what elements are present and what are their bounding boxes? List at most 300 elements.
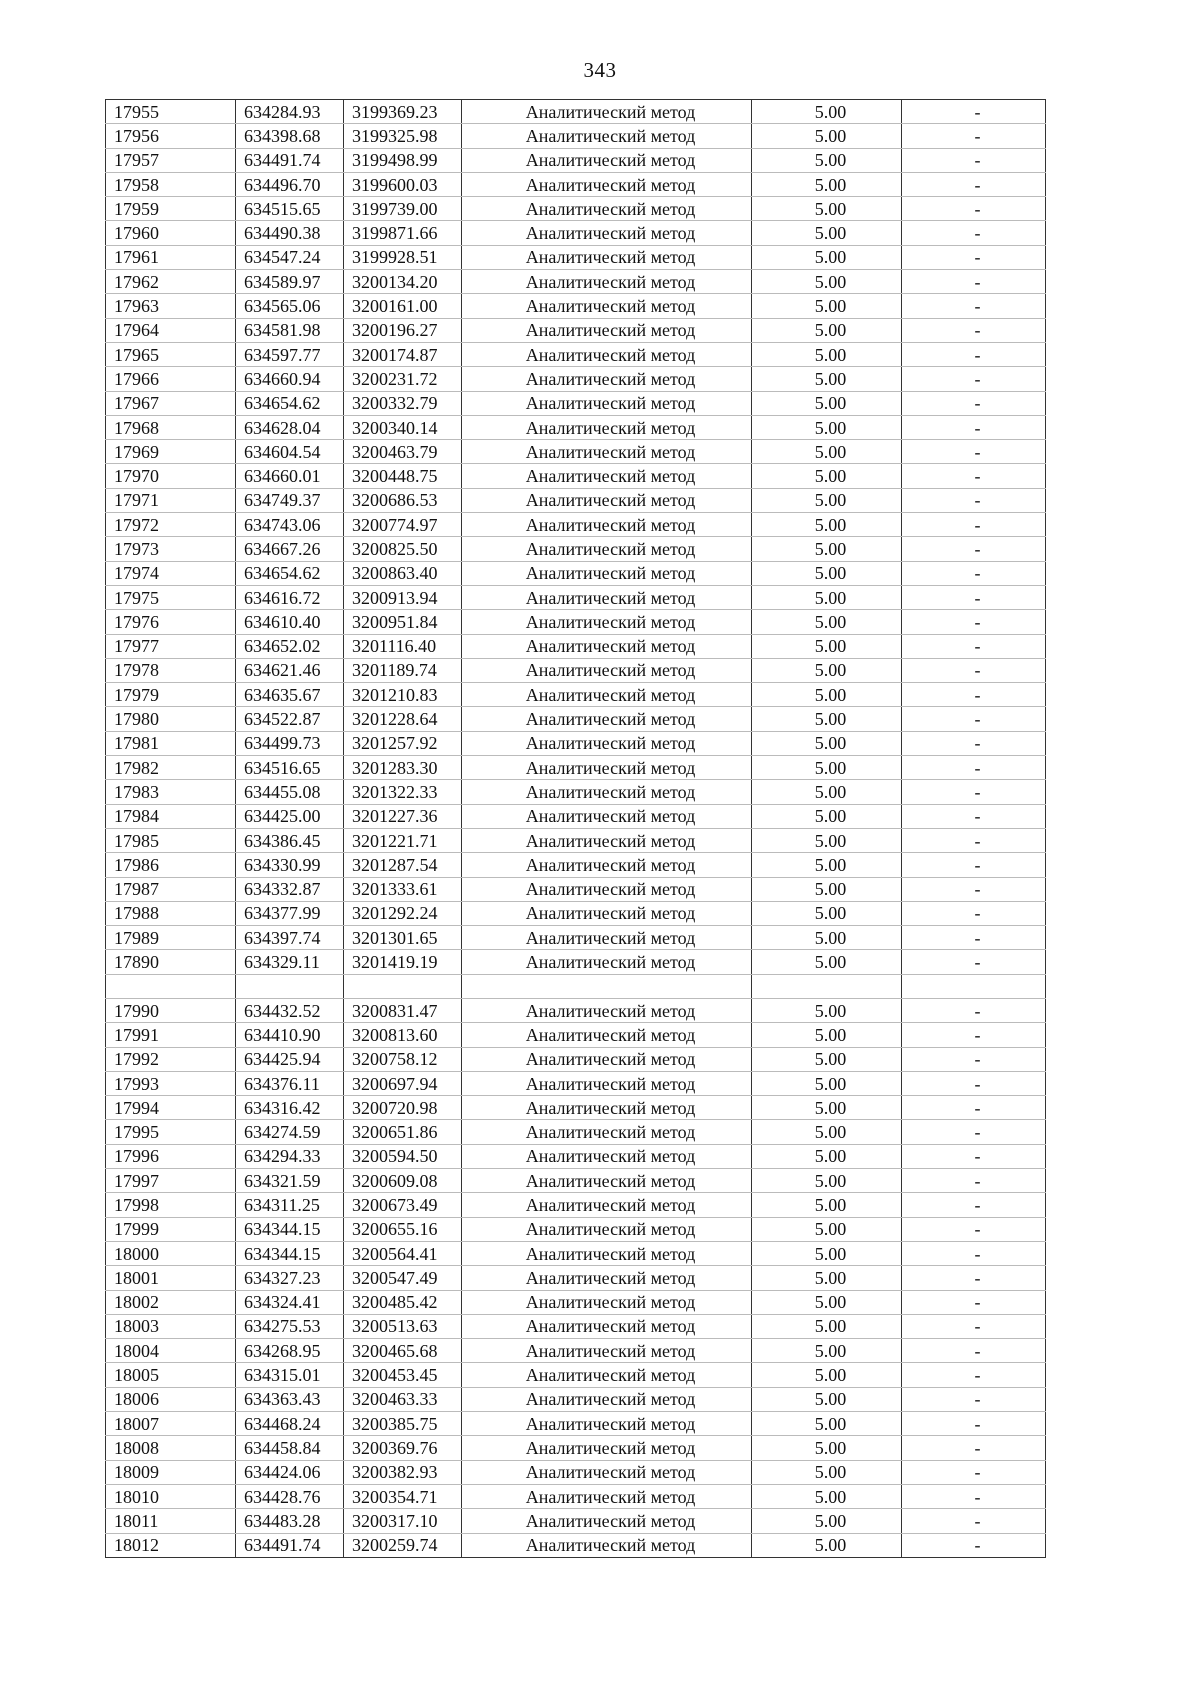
accuracy-cell: 5.00 [752, 1047, 902, 1071]
note-cell: - [902, 658, 1046, 682]
point-id-cell: 17956 [106, 124, 236, 148]
x-coordinate-cell: 634589.97 [236, 270, 344, 294]
note-cell: - [902, 318, 1046, 342]
accuracy-cell: 5.00 [752, 1266, 902, 1290]
y-coordinate-cell: 3200831.47 [344, 998, 462, 1022]
method-cell: Аналитический метод [462, 707, 752, 731]
accuracy-cell: 5.00 [752, 1314, 902, 1338]
note-cell: - [902, 464, 1046, 488]
y-coordinate-cell: 3200317.10 [344, 1509, 462, 1533]
method-cell: Аналитический метод [462, 1120, 752, 1144]
note-cell: - [902, 1314, 1046, 1338]
y-coordinate-cell: 3200547.49 [344, 1266, 462, 1290]
note-cell: - [902, 853, 1046, 877]
y-coordinate-cell: 3200686.53 [344, 488, 462, 512]
note-cell: - [902, 1339, 1046, 1363]
method-cell: Аналитический метод [462, 1169, 752, 1193]
method-cell: Аналитический метод [462, 100, 752, 124]
table-row [106, 245, 1046, 269]
x-coordinate-cell: 634490.38 [236, 221, 344, 245]
x-coordinate-cell: 634654.62 [236, 561, 344, 585]
note-cell: - [902, 415, 1046, 439]
accuracy-cell: 5.00 [752, 610, 902, 634]
table-row [106, 683, 1046, 707]
table-row [106, 756, 1046, 780]
point-id-cell: 18006 [106, 1387, 236, 1411]
accuracy-cell: 5.00 [752, 1484, 902, 1508]
note-cell: - [902, 1460, 1046, 1484]
accuracy-cell: 5.00 [752, 561, 902, 585]
y-coordinate-cell: 3200385.75 [344, 1412, 462, 1436]
accuracy-cell: 5.00 [752, 1533, 902, 1557]
method-cell: Аналитический метод [462, 124, 752, 148]
method-cell: Аналитический метод [462, 415, 752, 439]
method-cell: Аналитический метод [462, 464, 752, 488]
point-id-cell: 17958 [106, 172, 236, 196]
method-cell: Аналитический метод [462, 950, 752, 974]
accuracy-cell: 5.00 [752, 828, 902, 852]
table-row [106, 197, 1046, 221]
method-cell: Аналитический метод [462, 440, 752, 464]
accuracy-cell: 5.00 [752, 1144, 902, 1168]
note-cell: - [902, 707, 1046, 731]
point-id-cell [106, 974, 236, 998]
x-coordinate-cell: 634654.62 [236, 391, 344, 415]
method-cell: Аналитический метод [462, 828, 752, 852]
y-coordinate-cell: 3201257.92 [344, 731, 462, 755]
accuracy-cell: 5.00 [752, 342, 902, 366]
method-cell: Аналитический метод [462, 1314, 752, 1338]
method-cell: Аналитический метод [462, 1387, 752, 1411]
method-cell: Аналитический метод [462, 853, 752, 877]
point-id-cell: 17962 [106, 270, 236, 294]
accuracy-cell: 5.00 [752, 440, 902, 464]
note-cell: - [902, 100, 1046, 124]
y-coordinate-cell: 3200134.20 [344, 270, 462, 294]
accuracy-cell: 5.00 [752, 1071, 902, 1095]
accuracy-cell: 5.00 [752, 683, 902, 707]
x-coordinate-cell: 634604.54 [236, 440, 344, 464]
accuracy-cell: 5.00 [752, 148, 902, 172]
x-coordinate-cell: 634635.67 [236, 683, 344, 707]
x-coordinate-cell: 634516.65 [236, 756, 344, 780]
method-cell: Аналитический метод [462, 1484, 752, 1508]
table-row [106, 367, 1046, 391]
accuracy-cell: 5.00 [752, 1120, 902, 1144]
method-cell: Аналитический метод [462, 488, 752, 512]
x-coordinate-cell: 634597.77 [236, 342, 344, 366]
x-coordinate-cell: 634515.65 [236, 197, 344, 221]
table-row [106, 634, 1046, 658]
coordinates-table-body [106, 100, 1046, 1558]
note-cell: - [902, 488, 1046, 512]
method-cell: Аналитический метод [462, 148, 752, 172]
x-coordinate-cell: 634376.11 [236, 1071, 344, 1095]
x-coordinate-cell: 634324.41 [236, 1290, 344, 1314]
accuracy-cell: 5.00 [752, 100, 902, 124]
point-id-cell: 17989 [106, 926, 236, 950]
table-row [106, 1314, 1046, 1338]
point-id-cell: 17994 [106, 1096, 236, 1120]
accuracy-cell: 5.00 [752, 585, 902, 609]
x-coordinate-cell: 634743.06 [236, 513, 344, 537]
x-coordinate-cell: 634621.46 [236, 658, 344, 682]
x-coordinate-cell: 634547.24 [236, 245, 344, 269]
accuracy-cell: 5.00 [752, 756, 902, 780]
table-row [106, 828, 1046, 852]
method-cell: Аналитический метод [462, 780, 752, 804]
accuracy-cell: 5.00 [752, 853, 902, 877]
note-cell: - [902, 148, 1046, 172]
method-cell: Аналитический метод [462, 1436, 752, 1460]
x-coordinate-cell: 634652.02 [236, 634, 344, 658]
point-id-cell: 18010 [106, 1484, 236, 1508]
note-cell: - [902, 585, 1046, 609]
y-coordinate-cell: 3199498.99 [344, 148, 462, 172]
method-cell: Аналитический метод [462, 1193, 752, 1217]
y-coordinate-cell [344, 974, 462, 998]
note-cell: - [902, 1266, 1046, 1290]
x-coordinate-cell: 634610.40 [236, 610, 344, 634]
table-row [106, 1363, 1046, 1387]
accuracy-cell: 5.00 [752, 1412, 902, 1436]
table-row [106, 1047, 1046, 1071]
y-coordinate-cell: 3200485.42 [344, 1290, 462, 1314]
table-row [106, 440, 1046, 464]
note-cell: - [902, 1363, 1046, 1387]
point-id-cell: 17997 [106, 1169, 236, 1193]
y-coordinate-cell: 3200609.08 [344, 1169, 462, 1193]
y-coordinate-cell: 3200651.86 [344, 1120, 462, 1144]
y-coordinate-cell: 3201221.71 [344, 828, 462, 852]
table-row [106, 658, 1046, 682]
note-cell: - [902, 1436, 1046, 1460]
note-cell: - [902, 1290, 1046, 1314]
y-coordinate-cell: 3199369.23 [344, 100, 462, 124]
table-row [106, 172, 1046, 196]
table-row [106, 124, 1046, 148]
point-id-cell: 17977 [106, 634, 236, 658]
y-coordinate-cell: 3201333.61 [344, 877, 462, 901]
accuracy-cell: 5.00 [752, 294, 902, 318]
table-row [106, 1339, 1046, 1363]
method-cell: Аналитический метод [462, 634, 752, 658]
point-id-cell: 17993 [106, 1071, 236, 1095]
accuracy-cell: 5.00 [752, 513, 902, 537]
accuracy-cell: 5.00 [752, 998, 902, 1022]
point-id-cell: 17987 [106, 877, 236, 901]
table-row [106, 464, 1046, 488]
x-coordinate-cell: 634749.37 [236, 488, 344, 512]
note-cell: - [902, 804, 1046, 828]
x-coordinate-cell: 634316.42 [236, 1096, 344, 1120]
point-id-cell: 17988 [106, 901, 236, 925]
accuracy-cell: 5.00 [752, 1096, 902, 1120]
method-cell: Аналитический метод [462, 318, 752, 342]
accuracy-cell: 5.00 [752, 172, 902, 196]
method-cell: Аналитический метод [462, 513, 752, 537]
table-row [106, 415, 1046, 439]
accuracy-cell: 5.00 [752, 197, 902, 221]
method-cell: Аналитический метод [462, 342, 752, 366]
point-id-cell: 17955 [106, 100, 236, 124]
accuracy-cell: 5.00 [752, 537, 902, 561]
note-cell: - [902, 1144, 1046, 1168]
x-coordinate-cell: 634410.90 [236, 1023, 344, 1047]
point-id-cell: 17976 [106, 610, 236, 634]
x-coordinate-cell: 634522.87 [236, 707, 344, 731]
method-cell: Аналитический метод [462, 1363, 752, 1387]
method-cell: Аналитический метод [462, 1047, 752, 1071]
note-cell: - [902, 513, 1046, 537]
point-id-cell: 18003 [106, 1314, 236, 1338]
note-cell: - [902, 731, 1046, 755]
table-row [106, 707, 1046, 731]
note-cell: - [902, 1169, 1046, 1193]
table-row [106, 1096, 1046, 1120]
x-coordinate-cell: 634424.06 [236, 1460, 344, 1484]
point-id-cell: 17982 [106, 756, 236, 780]
accuracy-cell: 5.00 [752, 221, 902, 245]
accuracy-cell: 5.00 [752, 731, 902, 755]
table-row [106, 1217, 1046, 1241]
x-coordinate-cell: 634660.01 [236, 464, 344, 488]
method-cell: Аналитический метод [462, 294, 752, 318]
x-coordinate-cell: 634455.08 [236, 780, 344, 804]
point-id-cell: 17978 [106, 658, 236, 682]
x-coordinate-cell: 634398.68 [236, 124, 344, 148]
point-id-cell: 17961 [106, 245, 236, 269]
table-row [106, 1533, 1046, 1557]
method-cell: Аналитический метод [462, 561, 752, 585]
table-row [106, 1071, 1046, 1095]
method-cell: Аналитический метод [462, 877, 752, 901]
note-cell: - [902, 950, 1046, 974]
y-coordinate-cell: 3201292.24 [344, 901, 462, 925]
note-cell: - [902, 245, 1046, 269]
point-id-cell: 17966 [106, 367, 236, 391]
note-cell: - [902, 901, 1046, 925]
accuracy-cell: 5.00 [752, 1023, 902, 1047]
accuracy-cell: 5.00 [752, 1290, 902, 1314]
y-coordinate-cell: 3200774.97 [344, 513, 462, 537]
method-cell: Аналитический метод [462, 756, 752, 780]
note-cell: - [902, 1241, 1046, 1265]
table-row [106, 342, 1046, 366]
table-row [106, 1023, 1046, 1047]
note-cell: - [902, 1071, 1046, 1095]
table-row-blank [106, 974, 1046, 998]
point-id-cell: 17979 [106, 683, 236, 707]
x-coordinate-cell: 634581.98 [236, 318, 344, 342]
accuracy-cell: 5.00 [752, 1169, 902, 1193]
y-coordinate-cell: 3201283.30 [344, 756, 462, 780]
note-cell: - [902, 1484, 1046, 1508]
x-coordinate-cell: 634386.45 [236, 828, 344, 852]
x-coordinate-cell: 634660.94 [236, 367, 344, 391]
method-cell: Аналитический метод [462, 197, 752, 221]
y-coordinate-cell: 3201116.40 [344, 634, 462, 658]
y-coordinate-cell: 3200863.40 [344, 561, 462, 585]
method-cell [462, 974, 752, 998]
accuracy-cell: 5.00 [752, 877, 902, 901]
x-coordinate-cell: 634496.70 [236, 172, 344, 196]
accuracy-cell: 5.00 [752, 1339, 902, 1363]
method-cell: Аналитический метод [462, 998, 752, 1022]
accuracy-cell: 5.00 [752, 245, 902, 269]
method-cell: Аналитический метод [462, 731, 752, 755]
x-coordinate-cell: 634458.84 [236, 1436, 344, 1460]
point-id-cell: 17986 [106, 853, 236, 877]
point-id-cell: 17992 [106, 1047, 236, 1071]
method-cell: Аналитический метод [462, 1217, 752, 1241]
x-coordinate-cell: 634363.43 [236, 1387, 344, 1411]
note-cell: - [902, 1387, 1046, 1411]
point-id-cell: 18000 [106, 1241, 236, 1265]
method-cell: Аналитический метод [462, 367, 752, 391]
note-cell: - [902, 342, 1046, 366]
point-id-cell: 17970 [106, 464, 236, 488]
table-row [106, 294, 1046, 318]
point-id-cell: 18004 [106, 1339, 236, 1363]
accuracy-cell: 5.00 [752, 1387, 902, 1411]
table-row [106, 804, 1046, 828]
y-coordinate-cell: 3199600.03 [344, 172, 462, 196]
x-coordinate-cell: 634483.28 [236, 1509, 344, 1533]
table-row [106, 1193, 1046, 1217]
point-id-cell: 18001 [106, 1266, 236, 1290]
y-coordinate-cell: 3200465.68 [344, 1339, 462, 1363]
x-coordinate-cell: 634344.15 [236, 1217, 344, 1241]
point-id-cell: 17964 [106, 318, 236, 342]
point-id-cell: 17972 [106, 513, 236, 537]
x-coordinate-cell: 634628.04 [236, 415, 344, 439]
method-cell: Аналитический метод [462, 926, 752, 950]
point-id-cell: 17981 [106, 731, 236, 755]
y-coordinate-cell: 3199325.98 [344, 124, 462, 148]
method-cell: Аналитический метод [462, 245, 752, 269]
accuracy-cell: 5.00 [752, 488, 902, 512]
method-cell: Аналитический метод [462, 1266, 752, 1290]
y-coordinate-cell: 3200564.41 [344, 1241, 462, 1265]
note-cell: - [902, 1023, 1046, 1047]
accuracy-cell: 5.00 [752, 270, 902, 294]
point-id-cell: 17999 [106, 1217, 236, 1241]
point-id-cell: 17995 [106, 1120, 236, 1144]
accuracy-cell [752, 974, 902, 998]
y-coordinate-cell: 3200161.00 [344, 294, 462, 318]
method-cell: Аналитический метод [462, 391, 752, 415]
table-row [106, 1120, 1046, 1144]
x-coordinate-cell: 634428.76 [236, 1484, 344, 1508]
point-id-cell: 17960 [106, 221, 236, 245]
accuracy-cell: 5.00 [752, 464, 902, 488]
x-coordinate-cell: 634274.59 [236, 1120, 344, 1144]
method-cell: Аналитический метод [462, 1412, 752, 1436]
accuracy-cell: 5.00 [752, 707, 902, 731]
y-coordinate-cell: 3200340.14 [344, 415, 462, 439]
point-id-cell: 17984 [106, 804, 236, 828]
table-row [106, 1412, 1046, 1436]
table-row [106, 1144, 1046, 1168]
point-id-cell: 17968 [106, 415, 236, 439]
point-id-cell: 17980 [106, 707, 236, 731]
point-id-cell: 17998 [106, 1193, 236, 1217]
y-coordinate-cell: 3200913.94 [344, 585, 462, 609]
point-id-cell: 17975 [106, 585, 236, 609]
y-coordinate-cell: 3200697.94 [344, 1071, 462, 1095]
table-row [106, 1509, 1046, 1533]
table-row [106, 537, 1046, 561]
table-row [106, 950, 1046, 974]
method-cell: Аналитический метод [462, 537, 752, 561]
note-cell: - [902, 561, 1046, 585]
y-coordinate-cell: 3200453.45 [344, 1363, 462, 1387]
accuracy-cell: 5.00 [752, 367, 902, 391]
y-coordinate-cell: 3200382.93 [344, 1460, 462, 1484]
method-cell: Аналитический метод [462, 901, 752, 925]
note-cell: - [902, 828, 1046, 852]
note-cell: - [902, 391, 1046, 415]
note-cell: - [902, 780, 1046, 804]
y-coordinate-cell: 3200655.16 [344, 1217, 462, 1241]
table-row [106, 780, 1046, 804]
table-row [106, 1266, 1046, 1290]
method-cell: Аналитический метод [462, 585, 752, 609]
note-cell: - [902, 1120, 1046, 1144]
x-coordinate-cell: 634377.99 [236, 901, 344, 925]
note-cell: - [902, 1412, 1046, 1436]
x-coordinate-cell: 634425.00 [236, 804, 344, 828]
x-coordinate-cell: 634311.25 [236, 1193, 344, 1217]
method-cell: Аналитический метод [462, 221, 752, 245]
note-cell: - [902, 294, 1046, 318]
note-cell: - [902, 877, 1046, 901]
note-cell: - [902, 926, 1046, 950]
note-cell: - [902, 537, 1046, 561]
table-row [106, 877, 1046, 901]
accuracy-cell: 5.00 [752, 124, 902, 148]
x-coordinate-cell [236, 974, 344, 998]
method-cell: Аналитический метод [462, 1339, 752, 1363]
x-coordinate-cell: 634275.53 [236, 1314, 344, 1338]
y-coordinate-cell: 3201322.33 [344, 780, 462, 804]
x-coordinate-cell: 634616.72 [236, 585, 344, 609]
x-coordinate-cell: 634268.95 [236, 1339, 344, 1363]
x-coordinate-cell: 634667.26 [236, 537, 344, 561]
table-row [106, 853, 1046, 877]
y-coordinate-cell: 3201301.65 [344, 926, 462, 950]
table-row [106, 1436, 1046, 1460]
table-row [106, 731, 1046, 755]
method-cell: Аналитический метод [462, 1144, 752, 1168]
accuracy-cell: 5.00 [752, 1509, 902, 1533]
y-coordinate-cell: 3200174.87 [344, 342, 462, 366]
point-id-cell: 17959 [106, 197, 236, 221]
accuracy-cell: 5.00 [752, 926, 902, 950]
point-id-cell: 17974 [106, 561, 236, 585]
note-cell: - [902, 1509, 1046, 1533]
note-cell [902, 974, 1046, 998]
x-coordinate-cell: 634327.23 [236, 1266, 344, 1290]
x-coordinate-cell: 634315.01 [236, 1363, 344, 1387]
accuracy-cell: 5.00 [752, 804, 902, 828]
x-coordinate-cell: 634332.87 [236, 877, 344, 901]
accuracy-cell: 5.00 [752, 901, 902, 925]
table-row [106, 221, 1046, 245]
accuracy-cell: 5.00 [752, 1363, 902, 1387]
coordinates-table [105, 99, 1046, 1558]
